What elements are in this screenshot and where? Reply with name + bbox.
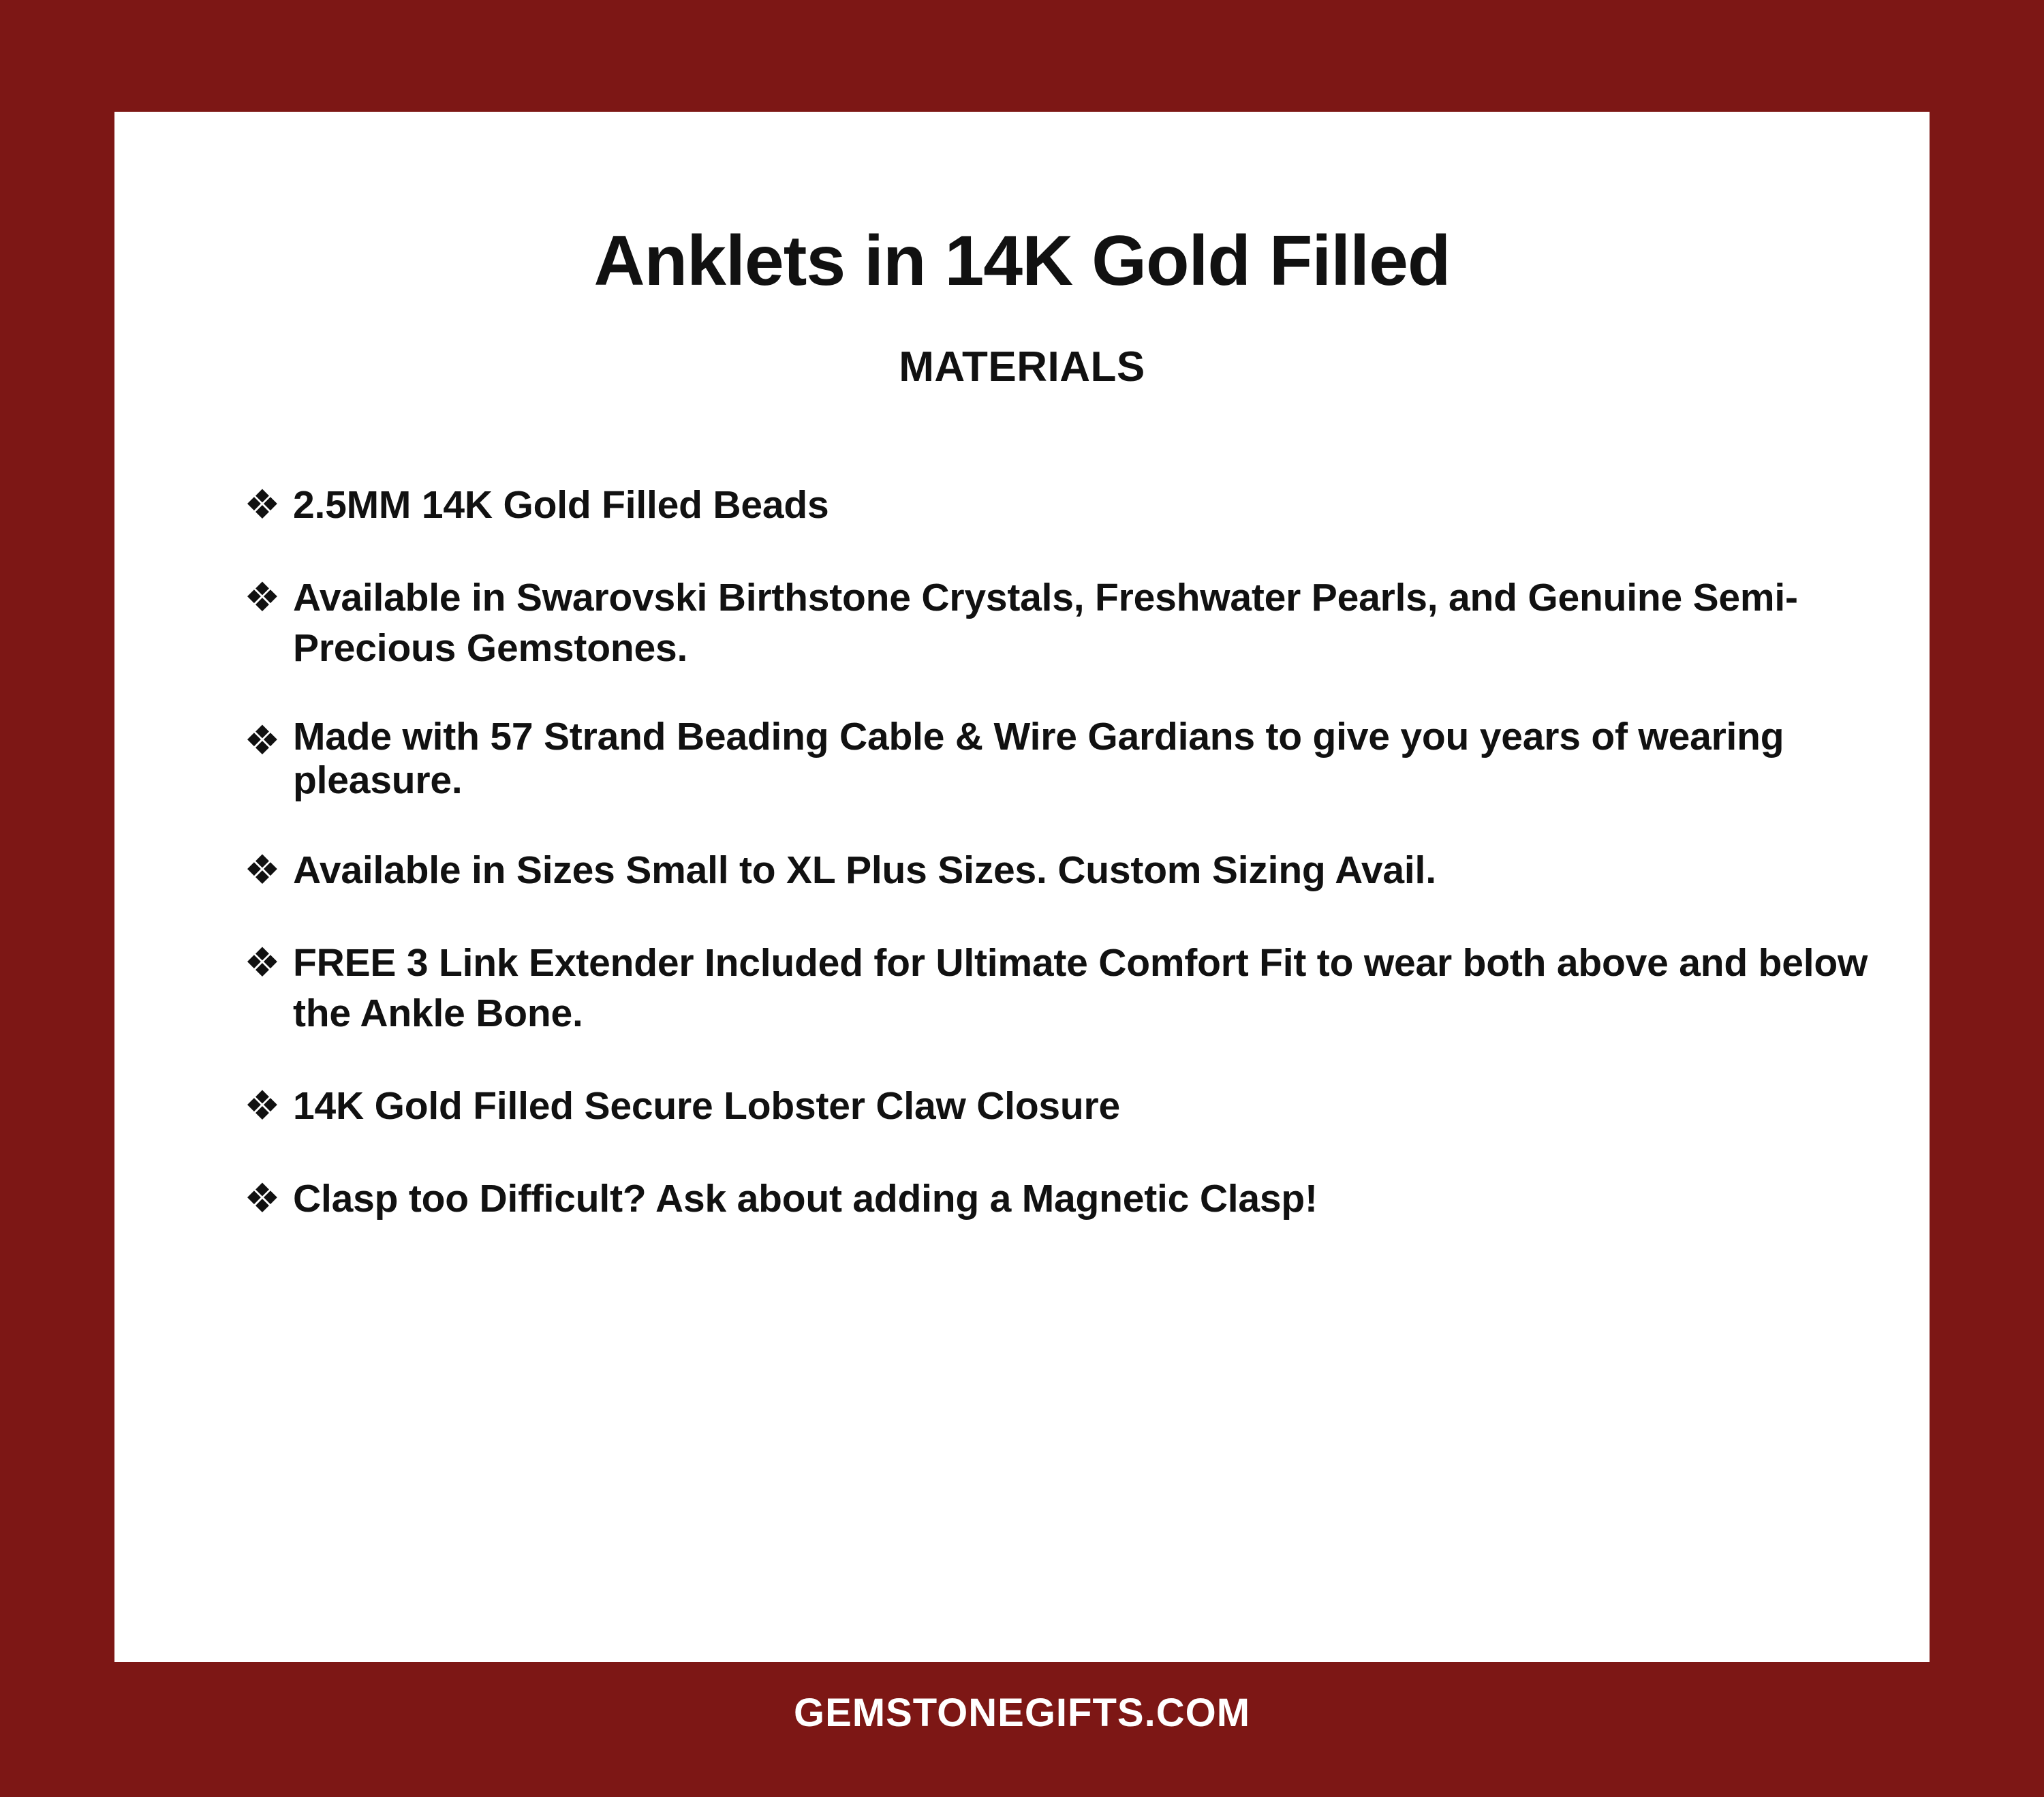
list-item-label: FREE 3 Link Extender Included for Ultimate Comfort Fit to wear both above and below the Ankle Bone. xyxy=(293,941,1868,1036)
list-item xyxy=(169,845,1875,895)
diamond-bullet-icon: ❖ xyxy=(244,1083,281,1129)
diamond-bullet-icon: ❖ xyxy=(244,1176,281,1222)
list-item xyxy=(169,572,1875,673)
diamond-bullet-icon: ❖ xyxy=(244,718,281,764)
diamond-bullet-icon: ❖ xyxy=(244,482,281,527)
list-item-text: Clasp too Difficult? Ask about adding a xyxy=(293,1177,1022,1221)
list-item xyxy=(169,716,1875,803)
page-title: Anklets in 14K Gold Filled xyxy=(593,221,1451,301)
section-subtitle: MATERIALS xyxy=(899,343,1145,390)
list-item xyxy=(169,1173,1875,1224)
list-item-label: Available in Sizes Small to XL Plus Sizes. Custom Sizing Avail. xyxy=(293,848,1436,892)
list-item-label: Made with 57 Strand Beading Cable & Wire Gardians to give you years of wearing pleasure. xyxy=(293,715,1784,803)
list-item-label xyxy=(293,1173,1875,1224)
list-item-label: 14K Gold Filled Secure Lobster Claw Closure xyxy=(293,1084,1121,1128)
list-item-emphasis: Magnetic Clasp! xyxy=(1021,1177,1318,1221)
materials-list xyxy=(169,480,1875,1224)
diamond-bullet-icon: ❖ xyxy=(244,574,281,621)
list-item-label: Available in Swarovski Birthstone Crystals, Freshwater Pearls, and Genuine Semi-Precious Gemstones. xyxy=(293,576,1798,671)
diamond-bullet-icon: ❖ xyxy=(244,846,281,893)
list-item-label: 2.5MM 14K Gold Filled Beads xyxy=(293,483,829,527)
list-item xyxy=(169,480,1875,530)
list-item xyxy=(169,938,1875,1039)
list-item xyxy=(169,1081,1875,1131)
diamond-bullet-icon: ❖ xyxy=(244,940,281,986)
footer-website: GEMSTONEGIFTS.COM xyxy=(793,1691,1251,1735)
content-card xyxy=(114,112,1930,1662)
